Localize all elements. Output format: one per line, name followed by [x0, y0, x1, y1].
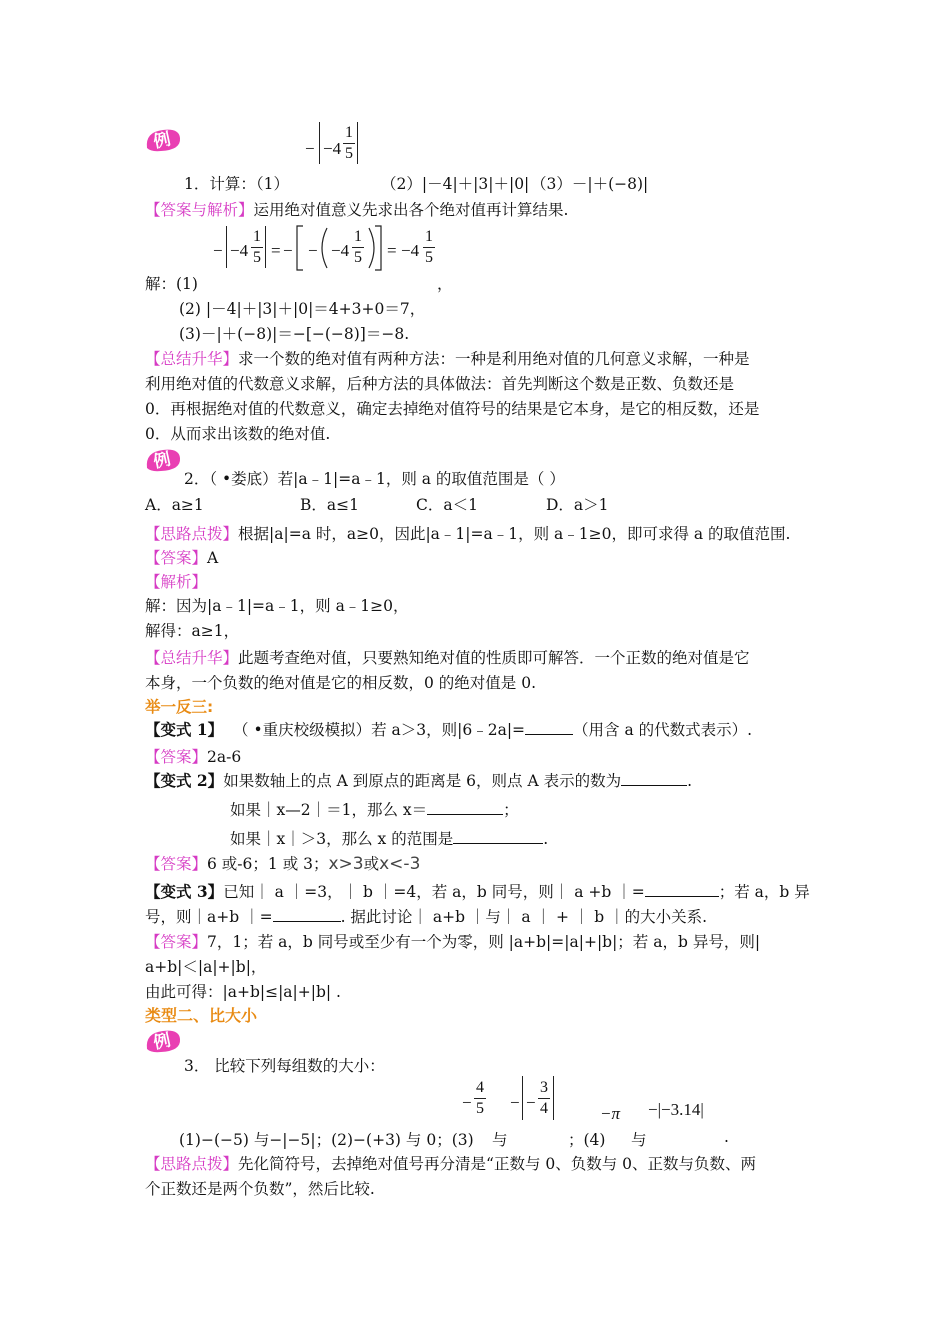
- sol2: (2) |－4|＋|3|＋|0|＝4+3+0＝7，: [179, 300, 426, 318]
- variant3-answer-l3: 由此可得：|a+b|≤|a|+|b| .: [145, 983, 341, 1001]
- ex2-option-b: B．a≤1: [300, 496, 359, 514]
- type2-parts: (1)−(−5) 与−|−5|；(2)−(+3) 与 0；(3): [179, 1131, 474, 1149]
- abs-bar: [226, 226, 227, 268]
- variant3-l2: 号，则｜a+b ｜= . 据此讨论｜ a+b ｜与｜ a ｜ + ｜ b ｜的大小关系.: [145, 908, 708, 926]
- ex2-option-d: D．a＞1: [546, 496, 609, 514]
- v3-blank-1[interactable]: [645, 896, 719, 897]
- sol1-minus2: −: [283, 241, 293, 260]
- example-badge-icon: [143, 444, 183, 474]
- ex1-answer: 【答案与解析】运用绝对值意义先求出各个绝对值再计算结果.: [145, 201, 569, 219]
- abs-bar: [319, 122, 320, 164]
- sol1-fraction2: 1 5: [354, 228, 362, 266]
- sol-prefix: 解：(1): [145, 275, 198, 293]
- type2-parts-c: ；(4): [568, 1131, 606, 1149]
- f2-fraction: 3 4: [540, 1079, 548, 1117]
- type2-parts-d: 与: [631, 1131, 647, 1149]
- sol1-fraction: 1 5: [253, 228, 261, 266]
- sol1-fraction3: 1 5: [425, 228, 433, 266]
- abs-bar: [265, 226, 266, 268]
- ex1-question: 1．计算：（1）: [184, 175, 289, 193]
- abs-bar: [522, 1076, 523, 1120]
- handwritten-ans-1: x>3: [328, 854, 364, 874]
- sol3: (3)－|＋(−8)|＝−[−(−8)]＝−8.: [179, 325, 410, 343]
- ex2-summary-l1: 【总结升华】此题考查绝对值，只要熟知绝对值的性质即可解答．一个正数的绝对值是它: [145, 649, 750, 667]
- ex2-answer: 【答案】A: [145, 549, 219, 567]
- f1-fraction: 4 5: [476, 1079, 484, 1117]
- sol1-eq: =: [271, 241, 281, 260]
- type2-hint-l1: 【思路点拨】先化简符号，去掉绝对值号再分清是“正数与 0、负数与 0、正数与负数、两: [145, 1155, 757, 1173]
- sol1-minus3: −: [308, 241, 318, 260]
- v3-blank-2[interactable]: [273, 921, 341, 922]
- ex1-q2: （2）|－4|＋|3|＋|0|: [381, 175, 530, 193]
- ex2-summary-l2: 本身，一个负数的绝对值是它的相反数，0 的绝对值是 0.: [145, 674, 537, 692]
- variant1: 【变式 1】 （ •重庆校级模拟）若 a＞3，则|6﹣2a|= （用含 a 的代数式表示）.: [145, 720, 753, 739]
- sol1-mixed2: −4: [331, 241, 350, 260]
- abs-bar: [553, 1076, 554, 1120]
- svg-text:例: 例: [151, 449, 173, 473]
- variant2: 【变式 2】如果数轴上的点 A 到原点的距离是 6，则点 A 表示的数为 .: [145, 771, 693, 790]
- v2-blank-3[interactable]: [453, 843, 543, 844]
- sol-comma: ，: [437, 275, 453, 293]
- v2-blank-1[interactable]: [621, 785, 687, 786]
- ex1-fraction: 1 5: [345, 124, 353, 162]
- type2-parts-e: .: [724, 1128, 729, 1146]
- variant3-answer-l2: a+b|＜|a|+|b|，: [145, 958, 267, 976]
- ex2-sol-l2: 解得：a≥1，: [145, 622, 240, 640]
- ex1-q3: （3）－|＋(−8)|: [531, 175, 649, 193]
- sol1-minus: −: [213, 241, 223, 260]
- ex1-summary-l3: 0．再根据绝对值的代数意义，确定去掉绝对值符号的结果是它本身，是它的相反数，还是: [145, 400, 760, 418]
- type2-hint-l2: 个正数还是两个负数”，然后比较.: [145, 1180, 375, 1198]
- handwritten-ans-2: x<-3: [379, 854, 421, 874]
- type2-question: 3． 比较下列每组数的大小：: [184, 1057, 385, 1075]
- variant3-l1: 【变式 3】已知｜ a ｜=3，｜ b ｜=4，若 a，b 同号，则｜ a +b ｜= ；若 a，b 异: [145, 882, 810, 901]
- v2-blank-2[interactable]: [427, 814, 503, 815]
- sol1-result: −4: [401, 241, 420, 260]
- neg-pi: −π: [600, 1104, 620, 1123]
- svg-text:例: 例: [151, 129, 173, 153]
- sol1-eq2: =: [387, 241, 397, 260]
- type2-heading: 类型二、比大小: [145, 1006, 258, 1025]
- ex1-expr-sign: −: [305, 139, 315, 158]
- ex2-option-a: A．a≥1: [145, 496, 204, 514]
- ex2-question: 2．（ •娄底）若|a﹣1|=a﹣1，则 a 的取值范围是（ ）: [184, 470, 565, 488]
- v1-blank[interactable]: [525, 734, 573, 735]
- ex1-summary-l2: 利用绝对值的代数意义求解，后种方法的具体做法：首先判断这个数是正数、负数还是: [145, 375, 735, 393]
- variant2-line3: 如果｜x｜＞3，那么 x 的范围是 .: [230, 830, 549, 848]
- ex2-option-c: C．a＜1: [416, 496, 478, 514]
- ex1-summary-l4: 0．从而求出该数的绝对值.: [145, 425, 331, 443]
- ex2-hint: 【思路点拨】根据|a|=a 时，a≥0，因此|a﹣1|=a﹣1，则 a﹣1≥0，即可求得 a 的取值范围.: [145, 525, 791, 543]
- example-badge-icon: [143, 124, 183, 154]
- ex1-summary-l1: 【总结升华】求一个数的绝对值有两种方法：一种是利用绝对值的几何意义求解，一种是: [145, 350, 750, 368]
- variant1-answer: 【答案】2a-6: [145, 748, 242, 766]
- ex2-analysis-tag: 【解析】: [145, 573, 208, 591]
- variant2-answer: 【答案】6 或-6；1 或 3；x>3或x<-3: [145, 854, 421, 874]
- sol1-mixed: −4: [230, 241, 249, 260]
- practice-heading: 举一反三:: [145, 698, 214, 716]
- ex1-expr-inner: −4: [323, 139, 342, 158]
- example-badge-icon: [143, 1025, 183, 1055]
- svg-text:例: 例: [151, 1030, 173, 1054]
- neg-abs-314: −|−3.14|: [648, 1100, 704, 1119]
- ex2-sol-l1: 解：因为|a﹣1|=a﹣1，则 a﹣1≥0，: [145, 597, 409, 615]
- type2-parts-b: 与: [492, 1131, 508, 1149]
- f2-sign: −: [526, 1093, 536, 1112]
- f2-outer-sign: −: [510, 1093, 520, 1112]
- f1-sign: −: [462, 1093, 472, 1112]
- variant3-answer-l1: 【答案】7，1；若 a，b 同号或至少有一个为零，则 |a+b|=|a|+|b|；若 a，b 异号，则|: [145, 933, 761, 951]
- variant2-line2: 如果｜x—2｜＝1，那么 x＝ ；: [230, 801, 519, 819]
- abs-bar: [357, 122, 358, 164]
